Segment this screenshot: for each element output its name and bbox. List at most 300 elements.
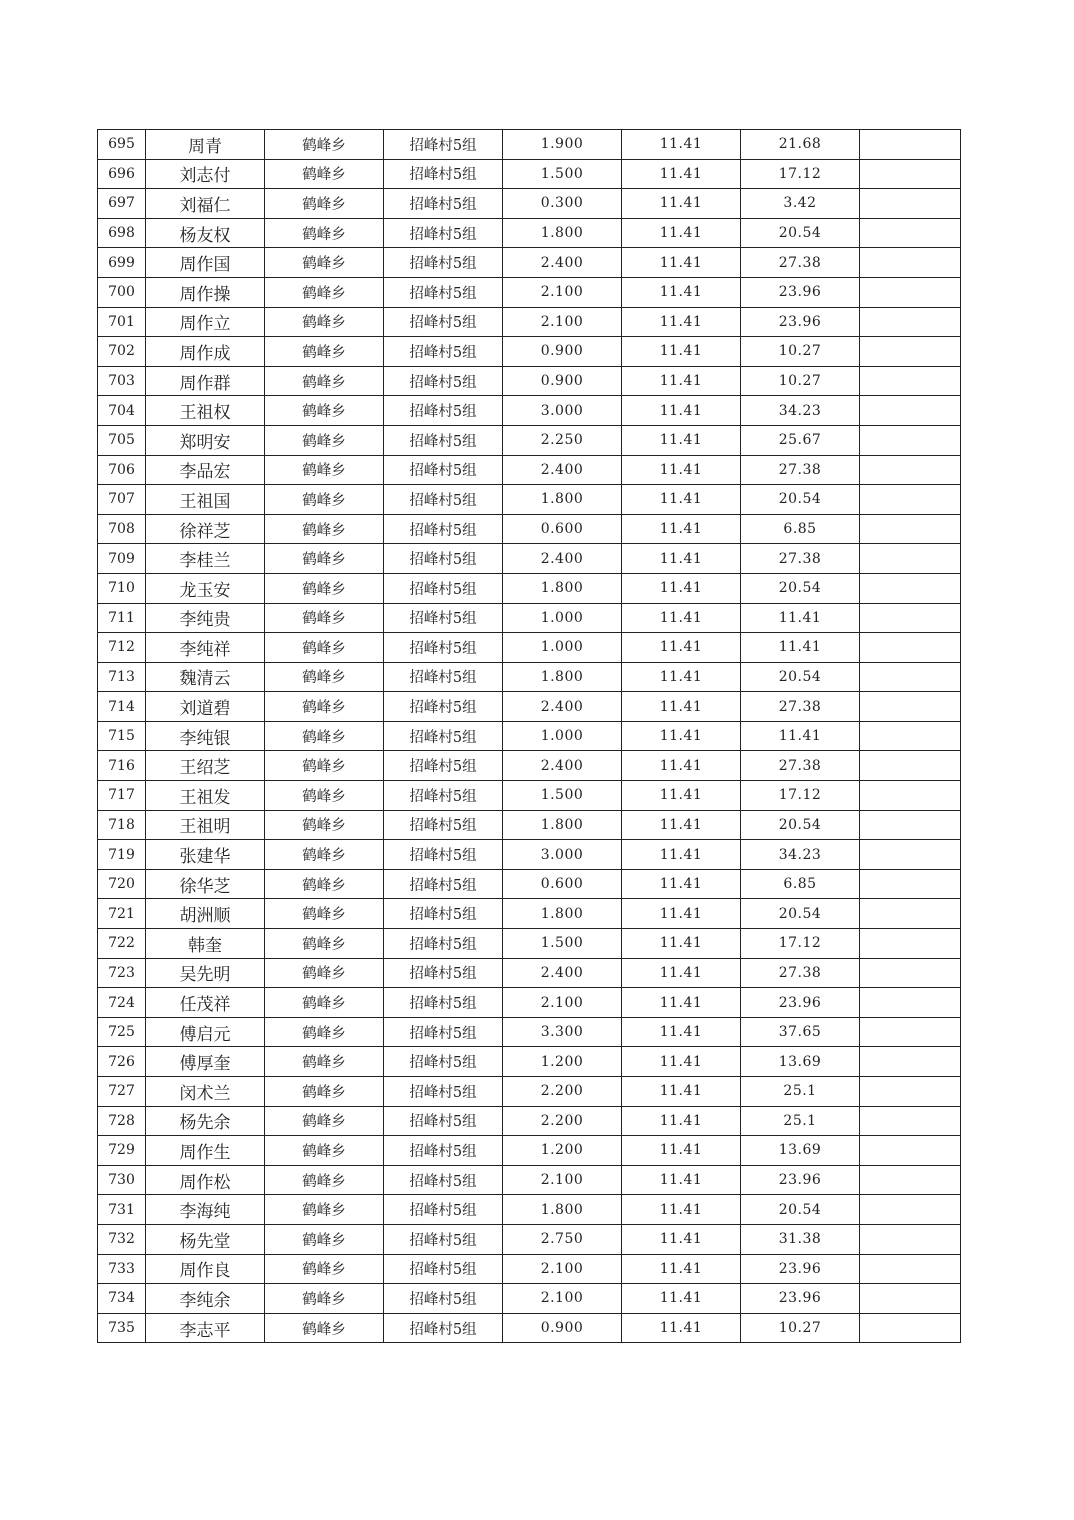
township: 鹤峰乡 xyxy=(265,1284,384,1314)
person-name: 王祖权 xyxy=(146,396,265,426)
note-cell xyxy=(860,1224,961,1254)
person-name: 傅启元 xyxy=(146,1017,265,1047)
row-number: 707 xyxy=(98,485,146,515)
note-cell xyxy=(860,337,961,367)
amount-value: 10.27 xyxy=(741,337,860,367)
note-cell xyxy=(860,1136,961,1166)
person-name: 徐华芝 xyxy=(146,869,265,899)
person-name: 李品宏 xyxy=(146,455,265,485)
row-number: 718 xyxy=(98,810,146,840)
rate-value: 11.41 xyxy=(622,721,741,751)
person-name: 王祖国 xyxy=(146,485,265,515)
row-number: 721 xyxy=(98,899,146,929)
rate-value: 11.41 xyxy=(622,633,741,663)
rate-value: 11.41 xyxy=(622,1284,741,1314)
person-name: 闵术兰 xyxy=(146,1077,265,1107)
row-number: 734 xyxy=(98,1284,146,1314)
amount-value: 25.1 xyxy=(741,1106,860,1136)
township: 鹤峰乡 xyxy=(265,248,384,278)
table-row xyxy=(98,1254,961,1284)
note-cell xyxy=(860,514,961,544)
village-group: 招峰村5组 xyxy=(384,485,503,515)
area-value: 1.800 xyxy=(503,899,622,929)
township: 鹤峰乡 xyxy=(265,1136,384,1166)
person-name: 周作良 xyxy=(146,1254,265,1284)
area-value: 2.250 xyxy=(503,425,622,455)
area-value: 2.100 xyxy=(503,988,622,1018)
area-value: 2.750 xyxy=(503,1224,622,1254)
row-number: 708 xyxy=(98,514,146,544)
note-cell xyxy=(860,1195,961,1225)
amount-value: 20.54 xyxy=(741,662,860,692)
amount-value: 20.54 xyxy=(741,810,860,840)
village-group: 招峰村5组 xyxy=(384,929,503,959)
township: 鹤峰乡 xyxy=(265,366,384,396)
note-cell xyxy=(860,1313,961,1343)
person-name: 杨友权 xyxy=(146,218,265,248)
row-number: 722 xyxy=(98,929,146,959)
amount-value: 23.96 xyxy=(741,307,860,337)
amount-value: 17.12 xyxy=(741,159,860,189)
township: 鹤峰乡 xyxy=(265,455,384,485)
note-cell xyxy=(860,1284,961,1314)
village-group: 招峰村5组 xyxy=(384,1106,503,1136)
note-cell xyxy=(860,840,961,870)
note-cell xyxy=(860,721,961,751)
township: 鹤峰乡 xyxy=(265,1077,384,1107)
person-name: 郑明安 xyxy=(146,425,265,455)
township: 鹤峰乡 xyxy=(265,573,384,603)
amount-value: 3.42 xyxy=(741,189,860,219)
rate-value: 11.41 xyxy=(622,662,741,692)
row-number: 712 xyxy=(98,633,146,663)
township: 鹤峰乡 xyxy=(265,958,384,988)
row-number: 699 xyxy=(98,248,146,278)
area-value: 2.400 xyxy=(503,544,622,574)
township: 鹤峰乡 xyxy=(265,899,384,929)
village-group: 招峰村5组 xyxy=(384,189,503,219)
amount-value: 20.54 xyxy=(741,573,860,603)
village-group: 招峰村5组 xyxy=(384,1284,503,1314)
table-row xyxy=(98,840,961,870)
person-name: 周作国 xyxy=(146,248,265,278)
township: 鹤峰乡 xyxy=(265,869,384,899)
area-value: 2.100 xyxy=(503,1165,622,1195)
table-row xyxy=(98,603,961,633)
area-value: 1.000 xyxy=(503,603,622,633)
area-value: 0.300 xyxy=(503,189,622,219)
village-group: 招峰村5组 xyxy=(384,544,503,574)
rate-value: 11.41 xyxy=(622,1195,741,1225)
table-row xyxy=(98,366,961,396)
note-cell xyxy=(860,958,961,988)
rate-value: 11.41 xyxy=(622,307,741,337)
village-group: 招峰村5组 xyxy=(384,810,503,840)
rate-value: 11.41 xyxy=(622,929,741,959)
row-number: 698 xyxy=(98,218,146,248)
person-name: 李纯银 xyxy=(146,721,265,751)
note-cell xyxy=(860,1106,961,1136)
village-group: 招峰村5组 xyxy=(384,1254,503,1284)
row-number: 713 xyxy=(98,662,146,692)
note-cell xyxy=(860,277,961,307)
amount-value: 6.85 xyxy=(741,514,860,544)
rate-value: 11.41 xyxy=(622,1136,741,1166)
rate-value: 11.41 xyxy=(622,366,741,396)
area-value: 2.400 xyxy=(503,751,622,781)
village-group: 招峰村5组 xyxy=(384,425,503,455)
person-name: 刘福仁 xyxy=(146,189,265,219)
area-value: 1.000 xyxy=(503,633,622,663)
note-cell xyxy=(860,751,961,781)
note-cell xyxy=(860,248,961,278)
amount-value: 13.69 xyxy=(741,1136,860,1166)
rate-value: 11.41 xyxy=(622,218,741,248)
table-row xyxy=(98,721,961,751)
village-group: 招峰村5组 xyxy=(384,366,503,396)
person-name: 周作操 xyxy=(146,277,265,307)
table-row xyxy=(98,662,961,692)
note-cell xyxy=(860,810,961,840)
area-value: 0.600 xyxy=(503,514,622,544)
village-group: 招峰村5组 xyxy=(384,869,503,899)
area-value: 3.300 xyxy=(503,1017,622,1047)
table-row xyxy=(98,1077,961,1107)
table-row xyxy=(98,248,961,278)
table-row xyxy=(98,751,961,781)
row-number: 702 xyxy=(98,337,146,367)
township: 鹤峰乡 xyxy=(265,692,384,722)
village-group: 招峰村5组 xyxy=(384,603,503,633)
row-number: 730 xyxy=(98,1165,146,1195)
row-number: 728 xyxy=(98,1106,146,1136)
note-cell xyxy=(860,603,961,633)
area-value: 2.200 xyxy=(503,1106,622,1136)
village-group: 招峰村5组 xyxy=(384,573,503,603)
person-name: 龙玉安 xyxy=(146,573,265,603)
rate-value: 11.41 xyxy=(622,248,741,278)
person-name: 傅厚奎 xyxy=(146,1047,265,1077)
village-group: 招峰村5组 xyxy=(384,514,503,544)
rate-value: 11.41 xyxy=(622,1224,741,1254)
table-row xyxy=(98,337,961,367)
rate-value: 11.41 xyxy=(622,544,741,574)
township: 鹤峰乡 xyxy=(265,130,384,160)
area-value: 1.800 xyxy=(503,485,622,515)
table-row xyxy=(98,781,961,811)
amount-value: 10.27 xyxy=(741,1313,860,1343)
table-row xyxy=(98,277,961,307)
note-cell xyxy=(860,159,961,189)
table-row xyxy=(98,189,961,219)
area-value: 2.200 xyxy=(503,1077,622,1107)
area-value: 2.400 xyxy=(503,455,622,485)
amount-value: 37.65 xyxy=(741,1017,860,1047)
area-value: 2.400 xyxy=(503,958,622,988)
note-cell xyxy=(860,781,961,811)
table-row xyxy=(98,1165,961,1195)
row-number: 727 xyxy=(98,1077,146,1107)
township: 鹤峰乡 xyxy=(265,514,384,544)
note-cell xyxy=(860,929,961,959)
village-group: 招峰村5组 xyxy=(384,1017,503,1047)
area-value: 0.600 xyxy=(503,869,622,899)
area-value: 1.500 xyxy=(503,929,622,959)
township: 鹤峰乡 xyxy=(265,1106,384,1136)
note-cell xyxy=(860,692,961,722)
township: 鹤峰乡 xyxy=(265,159,384,189)
township: 鹤峰乡 xyxy=(265,277,384,307)
amount-value: 27.38 xyxy=(741,958,860,988)
amount-value: 11.41 xyxy=(741,633,860,663)
row-number: 731 xyxy=(98,1195,146,1225)
note-cell xyxy=(860,1047,961,1077)
area-value: 2.100 xyxy=(503,277,622,307)
table-row xyxy=(98,573,961,603)
amount-value: 20.54 xyxy=(741,1195,860,1225)
table-row xyxy=(98,514,961,544)
area-value: 1.800 xyxy=(503,1195,622,1225)
township: 鹤峰乡 xyxy=(265,218,384,248)
table-row xyxy=(98,869,961,899)
area-value: 0.900 xyxy=(503,1313,622,1343)
table-row xyxy=(98,1195,961,1225)
amount-value: 27.38 xyxy=(741,455,860,485)
amount-value: 11.41 xyxy=(741,603,860,633)
township: 鹤峰乡 xyxy=(265,929,384,959)
township: 鹤峰乡 xyxy=(265,1047,384,1077)
table-row xyxy=(98,810,961,840)
amount-value: 34.23 xyxy=(741,840,860,870)
note-cell xyxy=(860,1254,961,1284)
table-row xyxy=(98,1047,961,1077)
amount-value: 25.1 xyxy=(741,1077,860,1107)
township: 鹤峰乡 xyxy=(265,988,384,1018)
amount-value: 27.38 xyxy=(741,692,860,722)
note-cell xyxy=(860,988,961,1018)
area-value: 2.400 xyxy=(503,248,622,278)
area-value: 2.100 xyxy=(503,307,622,337)
row-number: 716 xyxy=(98,751,146,781)
person-name: 李海纯 xyxy=(146,1195,265,1225)
row-number: 717 xyxy=(98,781,146,811)
amount-value: 17.12 xyxy=(741,929,860,959)
person-name: 王祖明 xyxy=(146,810,265,840)
rate-value: 11.41 xyxy=(622,1047,741,1077)
area-value: 1.800 xyxy=(503,810,622,840)
row-number: 735 xyxy=(98,1313,146,1343)
amount-value: 27.38 xyxy=(741,544,860,574)
note-cell xyxy=(860,485,961,515)
area-value: 3.000 xyxy=(503,396,622,426)
amount-value: 25.67 xyxy=(741,425,860,455)
amount-value: 20.54 xyxy=(741,218,860,248)
table-row xyxy=(98,692,961,722)
note-cell xyxy=(860,899,961,929)
rate-value: 11.41 xyxy=(622,425,741,455)
person-name: 任茂祥 xyxy=(146,988,265,1018)
row-number: 697 xyxy=(98,189,146,219)
amount-value: 23.96 xyxy=(741,277,860,307)
person-name: 胡洲顺 xyxy=(146,899,265,929)
table-row xyxy=(98,958,961,988)
person-name: 杨先堂 xyxy=(146,1224,265,1254)
table-row xyxy=(98,159,961,189)
table-body xyxy=(98,130,961,1343)
row-number: 715 xyxy=(98,721,146,751)
person-name: 魏清云 xyxy=(146,662,265,692)
area-value: 1.500 xyxy=(503,781,622,811)
amount-value: 20.54 xyxy=(741,899,860,929)
rate-value: 11.41 xyxy=(622,988,741,1018)
area-value: 1.800 xyxy=(503,573,622,603)
amount-value: 10.27 xyxy=(741,366,860,396)
amount-value: 34.23 xyxy=(741,396,860,426)
township: 鹤峰乡 xyxy=(265,603,384,633)
village-group: 招峰村5组 xyxy=(384,248,503,278)
rate-value: 11.41 xyxy=(622,810,741,840)
row-number: 700 xyxy=(98,277,146,307)
township: 鹤峰乡 xyxy=(265,1313,384,1343)
person-name: 周青 xyxy=(146,130,265,160)
person-name: 王绍芝 xyxy=(146,751,265,781)
person-name: 李纯祥 xyxy=(146,633,265,663)
amount-value: 27.38 xyxy=(741,751,860,781)
village-group: 招峰村5组 xyxy=(384,751,503,781)
row-number: 714 xyxy=(98,692,146,722)
note-cell xyxy=(860,1077,961,1107)
person-name: 周作松 xyxy=(146,1165,265,1195)
township: 鹤峰乡 xyxy=(265,189,384,219)
township: 鹤峰乡 xyxy=(265,1224,384,1254)
data-table xyxy=(97,129,961,1343)
table-row xyxy=(98,485,961,515)
row-number: 726 xyxy=(98,1047,146,1077)
person-name: 刘道碧 xyxy=(146,692,265,722)
area-value: 2.400 xyxy=(503,692,622,722)
table-row xyxy=(98,1284,961,1314)
township: 鹤峰乡 xyxy=(265,425,384,455)
row-number: 704 xyxy=(98,396,146,426)
table-row xyxy=(98,425,961,455)
person-name: 李桂兰 xyxy=(146,544,265,574)
amount-value: 31.38 xyxy=(741,1224,860,1254)
area-value: 1.000 xyxy=(503,721,622,751)
person-name: 李志平 xyxy=(146,1313,265,1343)
note-cell xyxy=(860,1017,961,1047)
rate-value: 11.41 xyxy=(622,396,741,426)
township: 鹤峰乡 xyxy=(265,1165,384,1195)
row-number: 710 xyxy=(98,573,146,603)
table-row xyxy=(98,1313,961,1343)
township: 鹤峰乡 xyxy=(265,810,384,840)
village-group: 招峰村5组 xyxy=(384,988,503,1018)
village-group: 招峰村5组 xyxy=(384,1136,503,1166)
row-number: 729 xyxy=(98,1136,146,1166)
note-cell xyxy=(860,633,961,663)
amount-value: 11.41 xyxy=(741,721,860,751)
area-value: 1.800 xyxy=(503,218,622,248)
person-name: 周作群 xyxy=(146,366,265,396)
person-name: 刘志付 xyxy=(146,159,265,189)
rate-value: 11.41 xyxy=(622,514,741,544)
township: 鹤峰乡 xyxy=(265,662,384,692)
row-number: 696 xyxy=(98,159,146,189)
rate-value: 11.41 xyxy=(622,277,741,307)
township: 鹤峰乡 xyxy=(265,337,384,367)
row-number: 705 xyxy=(98,425,146,455)
note-cell xyxy=(860,1165,961,1195)
table-row xyxy=(98,1136,961,1166)
township: 鹤峰乡 xyxy=(265,1195,384,1225)
note-cell xyxy=(860,544,961,574)
area-value: 2.100 xyxy=(503,1254,622,1284)
amount-value: 23.96 xyxy=(741,1284,860,1314)
rate-value: 11.41 xyxy=(622,1313,741,1343)
row-number: 695 xyxy=(98,130,146,160)
rate-value: 11.41 xyxy=(622,692,741,722)
rate-value: 11.41 xyxy=(622,781,741,811)
table-row xyxy=(98,633,961,663)
area-value: 1.200 xyxy=(503,1136,622,1166)
rate-value: 11.41 xyxy=(622,1017,741,1047)
amount-value: 6.85 xyxy=(741,869,860,899)
amount-value: 27.38 xyxy=(741,248,860,278)
village-group: 招峰村5组 xyxy=(384,1224,503,1254)
area-value: 3.000 xyxy=(503,840,622,870)
rate-value: 11.41 xyxy=(622,1254,741,1284)
village-group: 招峰村5组 xyxy=(384,840,503,870)
table-row xyxy=(98,988,961,1018)
township: 鹤峰乡 xyxy=(265,396,384,426)
amount-value: 23.96 xyxy=(741,1165,860,1195)
table-row xyxy=(98,307,961,337)
note-cell xyxy=(860,662,961,692)
person-name: 吴先明 xyxy=(146,958,265,988)
village-group: 招峰村5组 xyxy=(384,958,503,988)
person-name: 韩奎 xyxy=(146,929,265,959)
person-name: 周作立 xyxy=(146,307,265,337)
rate-value: 11.41 xyxy=(622,189,741,219)
rate-value: 11.41 xyxy=(622,958,741,988)
amount-value: 23.96 xyxy=(741,988,860,1018)
village-group: 招峰村5组 xyxy=(384,1077,503,1107)
area-value: 1.500 xyxy=(503,159,622,189)
note-cell xyxy=(860,573,961,603)
rate-value: 11.41 xyxy=(622,130,741,160)
area-value: 0.900 xyxy=(503,366,622,396)
village-group: 招峰村5组 xyxy=(384,337,503,367)
amount-value: 20.54 xyxy=(741,485,860,515)
note-cell xyxy=(860,130,961,160)
township: 鹤峰乡 xyxy=(265,633,384,663)
note-cell xyxy=(860,425,961,455)
township: 鹤峰乡 xyxy=(265,1254,384,1284)
person-name: 李纯余 xyxy=(146,1284,265,1314)
note-cell xyxy=(860,869,961,899)
amount-value: 13.69 xyxy=(741,1047,860,1077)
area-value: 1.800 xyxy=(503,662,622,692)
rate-value: 11.41 xyxy=(622,1106,741,1136)
village-group: 招峰村5组 xyxy=(384,455,503,485)
rate-value: 11.41 xyxy=(622,869,741,899)
village-group: 招峰村5组 xyxy=(384,159,503,189)
village-group: 招峰村5组 xyxy=(384,1165,503,1195)
table-row xyxy=(98,544,961,574)
village-group: 招峰村5组 xyxy=(384,692,503,722)
village-group: 招峰村5组 xyxy=(384,1313,503,1343)
row-number: 732 xyxy=(98,1224,146,1254)
